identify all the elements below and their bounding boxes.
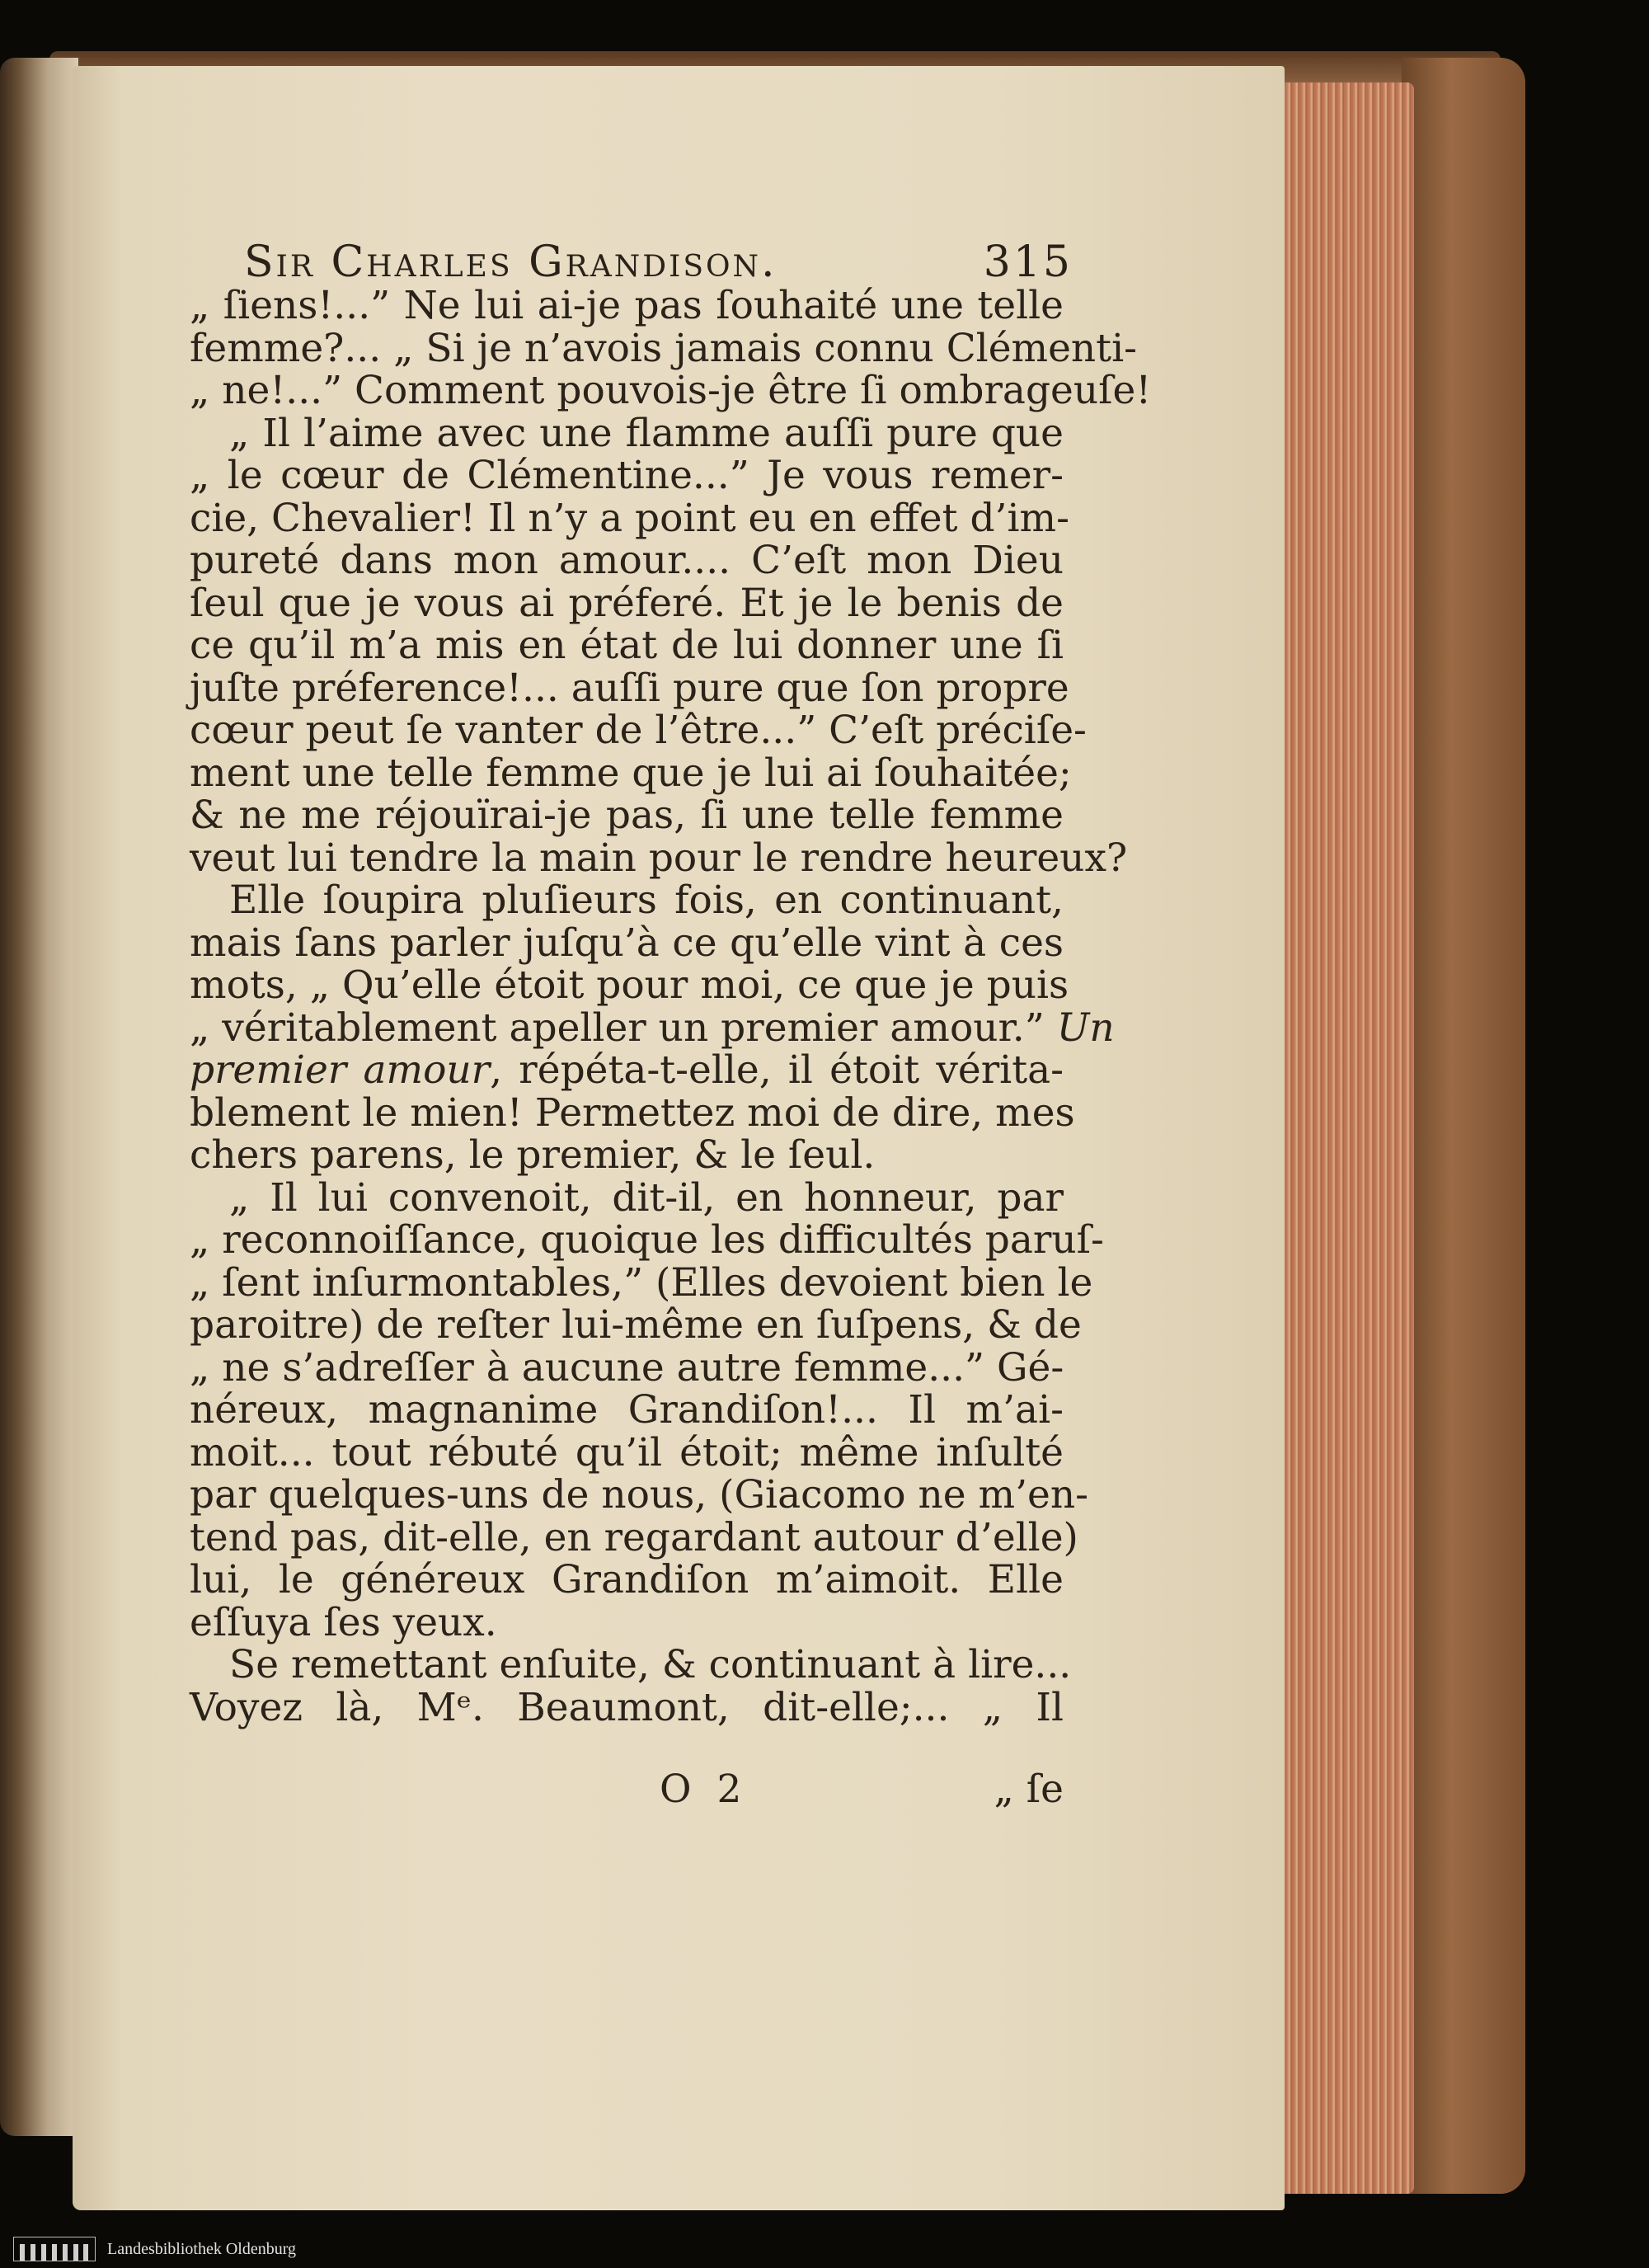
text-line: Se remettant enſuite, & continuant à lire... xyxy=(229,1642,1072,1687)
text-line: chers parens, le premier, & le ſeul. xyxy=(190,1132,876,1178)
text-line: juſte préference!... auſſi pure que ſon propre xyxy=(190,665,1069,711)
text-line: „ ſiens!...” Ne lui ai-je pas ſouhaité une telle xyxy=(190,283,1064,328)
text-segment: , répéta-t-elle, il étoit vérita- xyxy=(490,1047,1064,1093)
text-line: & ne me réjouïrai-je pas, ſi une telle femme xyxy=(190,793,1064,838)
text-line-with-italic xyxy=(190,1049,1064,1092)
page-fore-edge xyxy=(1278,82,1414,2194)
text-line: mais ſans parler juſqu’à ce qu’elle vint à ces xyxy=(190,920,1064,966)
text-line: cœur peut ſe vanter de l’être...” C’eſt préciſe- xyxy=(190,708,1087,753)
text-line: pureté dans mon amour.... C’eſt mon Dieu xyxy=(190,538,1064,583)
signature-mark: O 2 xyxy=(660,1767,749,1812)
text-line: „ ſent inſurmontables,” (Elles devoient bien le xyxy=(190,1259,1093,1306)
text-line: Elle ſoupira pluſieurs fois, en continuant, xyxy=(229,878,1064,923)
book-cover-right xyxy=(1402,58,1525,2194)
running-head-title: Sir Charles Grandison. xyxy=(244,238,778,287)
text-line: eſſuya ſes yeux. xyxy=(190,1599,497,1645)
text-line: ſeul que je vous ai préferé. Et je le benis de xyxy=(190,580,1064,626)
running-head xyxy=(244,238,1073,287)
text-line: veut lui tendre la main pour le rendre heureux? xyxy=(190,835,1128,881)
text-line: „ ne!...” Comment pouvois-je être ſi ombrageuſe! xyxy=(190,368,1152,413)
text-line: moit... tout rébuté qu’il étoit; même inſulté xyxy=(190,1429,1064,1475)
italic-phrase: premier amour xyxy=(190,1047,491,1093)
library-building-icon xyxy=(13,2237,96,2261)
library-credit xyxy=(13,2237,296,2261)
text-line: paroitre) de reſter lui-même en ſuſpens, & de xyxy=(190,1302,1082,1348)
text-line: „ ne s’adreſſer à aucune autre femme...” Gé- xyxy=(190,1344,1064,1390)
text-line: femme?... „ Si je n’avois jamais connu Clémenti- xyxy=(190,325,1137,371)
body-text xyxy=(190,283,1152,1730)
page-footer xyxy=(190,1767,1064,1816)
text-line: „ Il lui convenoit, dit-il, en honneur, par xyxy=(229,1174,1064,1221)
page-number: 315 xyxy=(983,238,1073,287)
text-line: blement le mien! Permettez moi de dire, mes xyxy=(190,1089,1075,1136)
facing-page-edge xyxy=(0,58,78,2136)
text-line: Voyez là, Mᵉ. Beaumont, dit-elle;... „ Il xyxy=(190,1684,1064,1730)
text-line: ce qu’il m’a mis en état de lui donner une ſi xyxy=(190,623,1064,668)
text-segment: „ véritablement apeller un premier amour.” xyxy=(190,1005,1045,1051)
text-line: tend pas, dit-elle, en regardant autour d’elle) xyxy=(190,1514,1078,1560)
text-line: ment une telle femme que je lui ai ſouhaitée; xyxy=(190,750,1072,796)
text-line: „ reconnoiſſance, quoique les difficultés paruſ- xyxy=(190,1217,1104,1263)
text-line: par quelques-uns de nous, (Giacomo ne m’en- xyxy=(190,1472,1089,1517)
text-line: „ Il l’aime avec une flamme auſſi pure que xyxy=(229,410,1064,456)
text-line-with-italic xyxy=(190,1005,1115,1051)
text-line: lui, le généreux Grandiſon m’aimoit. Elle xyxy=(190,1557,1064,1602)
library-name: Landesbibliothek Oldenburg xyxy=(107,2239,297,2258)
text-line: néreux, magnanime Grandiſon!... Il m’ai- xyxy=(190,1387,1064,1433)
italic-word: Un xyxy=(1056,1005,1115,1051)
text-line: mots, „ Qu’elle étoit pour moi, ce que je puis xyxy=(190,962,1069,1008)
text-line: „ le cœur de Clémentine...” Je vous remer- xyxy=(190,453,1064,498)
text-line: cie, Chevalier! Il n’y a point eu en effet d’im- xyxy=(190,495,1069,541)
catchword: „ ſe xyxy=(994,1767,1064,1812)
